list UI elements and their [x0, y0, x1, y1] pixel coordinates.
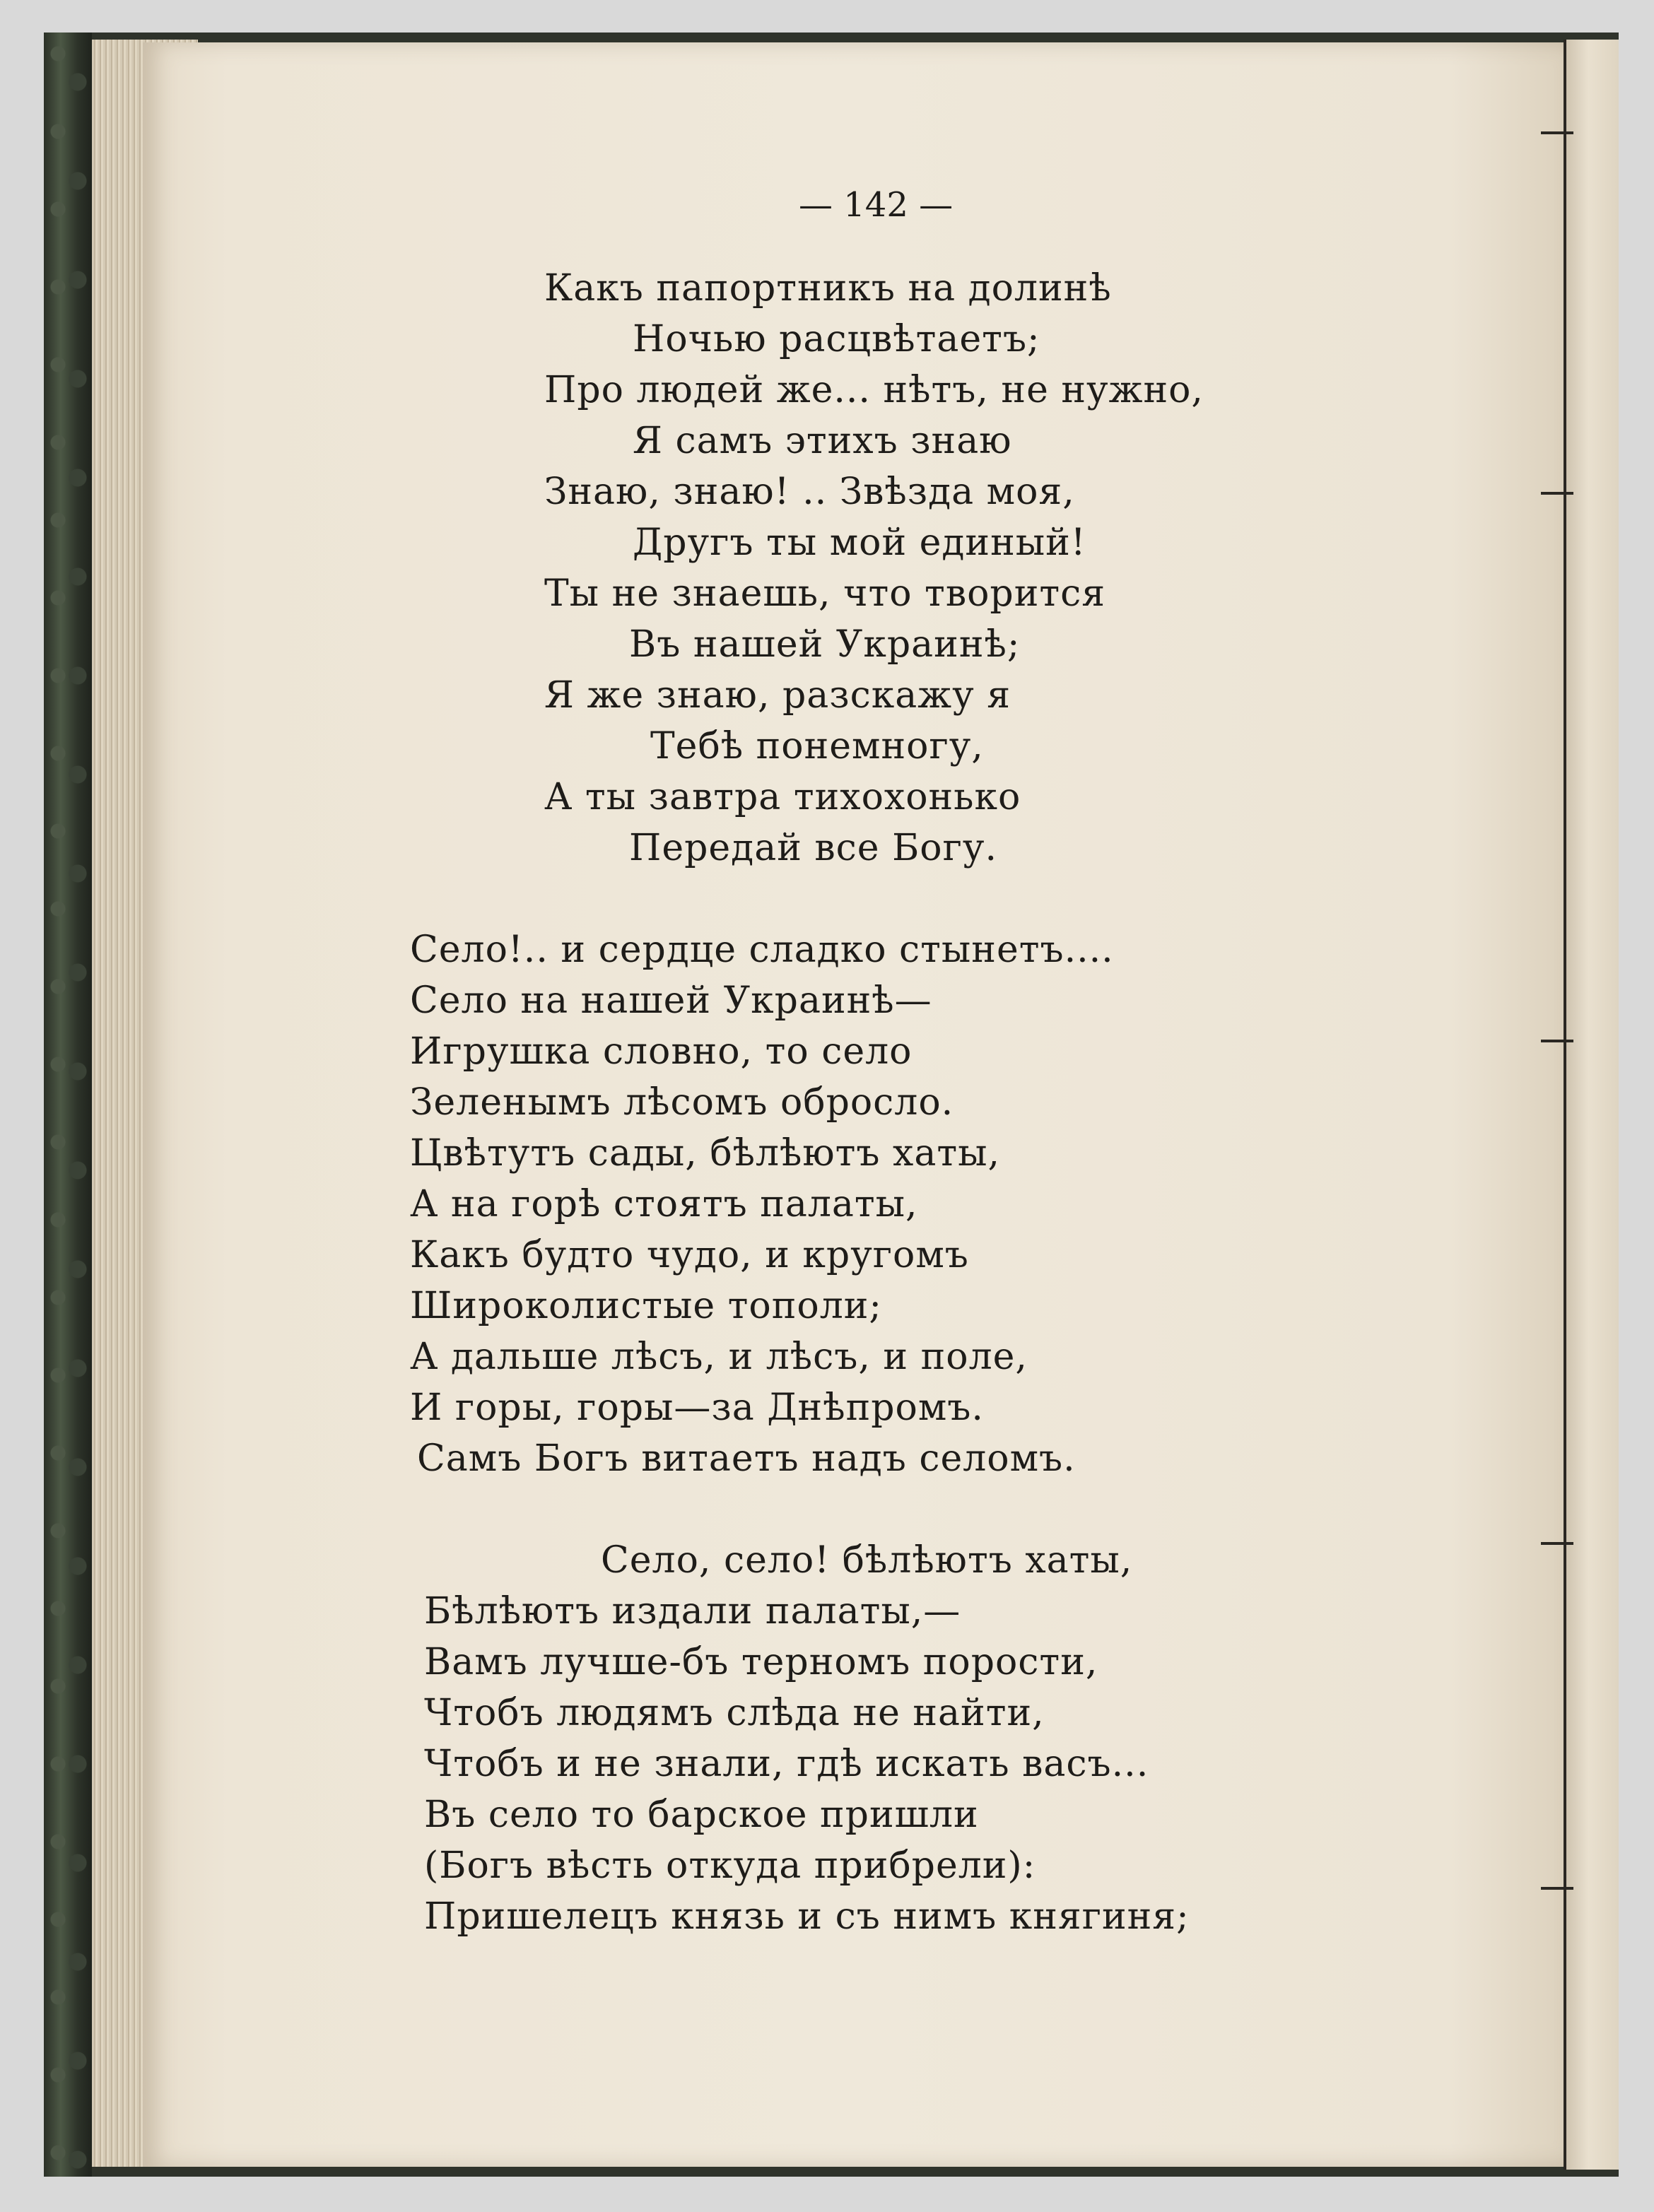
poem-line: Бѣлѣютъ издали палаты,—	[424, 1590, 961, 1632]
poem-line: Чтобъ и не знали, гдѣ искать васъ...	[424, 1743, 1149, 1785]
poem-line: (Богъ вѣсть откуда прибрели):	[424, 1845, 1036, 1887]
poem-line: Пришелецъ князь и съ нимъ княгиня;	[424, 1895, 1190, 1938]
poem-line: Я самъ этихъ знаю	[633, 420, 1012, 462]
poem-line: Какъ папортникъ на долинѣ	[544, 267, 1112, 310]
poem-line: Какъ будто чудо, и кругомъ	[410, 1234, 969, 1276]
poem-line: Другъ ты мой единый!	[633, 522, 1086, 564]
page-fold-mark	[1541, 492, 1573, 495]
poem-line: А ты завтра тихохонько	[544, 776, 1021, 818]
poem-line: А дальше лѣсъ, и лѣсъ, и поле,	[410, 1336, 1028, 1378]
next-page-edge	[1564, 40, 1619, 2170]
page-fold-mark	[1541, 131, 1573, 134]
poem-line: Село!.. и сердце сладко стынетъ....	[410, 929, 1114, 971]
poem-line: Самъ Богъ витаетъ надъ селомъ.	[417, 1437, 1076, 1480]
page-fold-mark	[1541, 1887, 1573, 1890]
poem-line: Я же знаю, разскажу я	[544, 674, 1011, 717]
poem-line: Передай все Богу.	[629, 827, 997, 869]
book-cover-edge	[44, 33, 92, 2177]
poem-line: Широколистые тополи;	[410, 1285, 882, 1327]
poem-line: Про людей же... нѣтъ, не нужно,	[544, 369, 1204, 411]
poem-line: Въ нашей Украинѣ;	[629, 623, 1021, 666]
page-number: — 142 —	[799, 185, 954, 225]
poem-line: Зеленымъ лѣсомъ обросло.	[410, 1081, 954, 1124]
page-fold-mark	[1541, 1040, 1573, 1042]
poem-line: Село на нашей Украинѣ—	[410, 979, 932, 1022]
poem-line: Село, село! бѣлѣютъ хаты,	[601, 1539, 1133, 1582]
poem-line: Знаю, знаю! .. Звѣзда моя,	[544, 471, 1075, 513]
poem-line: И горы, горы—за Днѣпромъ.	[410, 1387, 984, 1429]
poem-line: Тебѣ понемногу,	[650, 725, 984, 767]
poem-line: Цвѣтутъ сады, бѣлѣютъ хаты,	[410, 1132, 1001, 1175]
poem-line: Въ село то барское пришли	[424, 1794, 979, 1836]
poem-line: Ты не знаешь, что творится	[544, 572, 1106, 615]
poem-line: Вамъ лучше-бъ терномъ порости,	[424, 1641, 1098, 1683]
poem-line: Ночью расцвѣтаетъ;	[633, 318, 1040, 360]
page-fold-mark	[1541, 1542, 1573, 1545]
poem-line: А на горѣ стоятъ палаты,	[410, 1183, 918, 1225]
poem-line: Чтобъ людямъ слѣда не найти,	[424, 1692, 1045, 1734]
poem-line: Игрушка словно, то село	[410, 1030, 913, 1073]
